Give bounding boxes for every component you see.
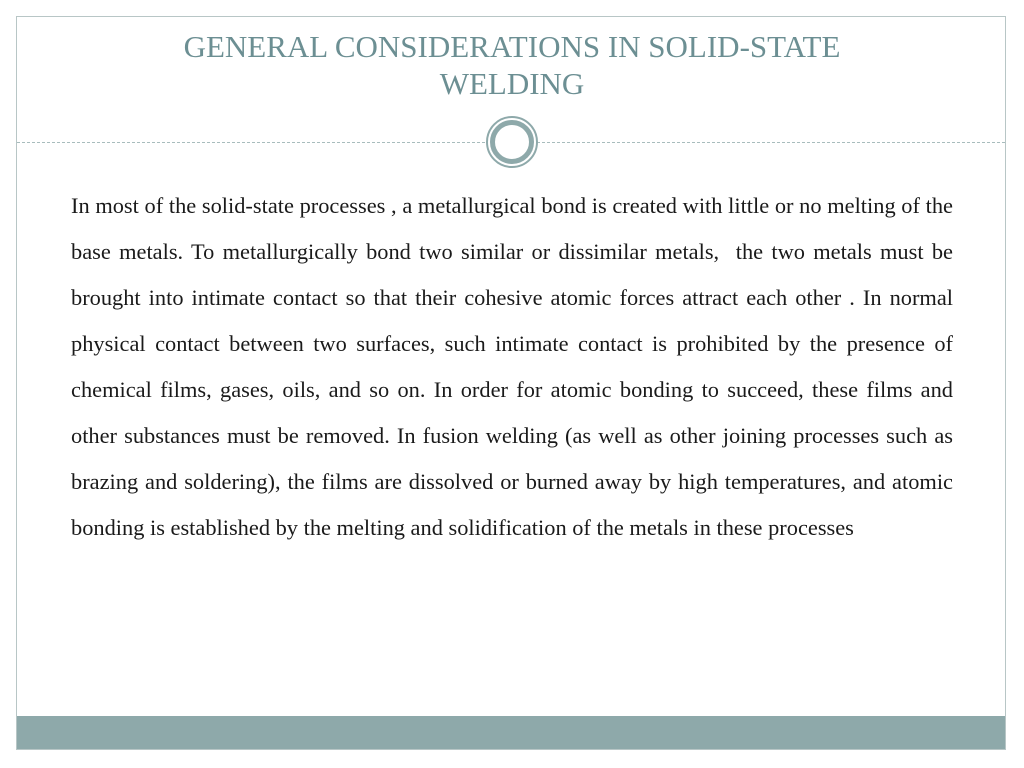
slide-title-line-2: WELDING [439,66,585,101]
slide-title [80,28,944,102]
body-paragraph: In most of the solid-state processes , a metallurgical bond is created with little or no melting of the base metals. To metallurgically bond two similar or dissimilar metals, the two metals must be brought into intimate contact so that their cohesive atomic forces attract each other . In normal physical contact between two surfaces, such intimate contact is prohibited by the presence of chemical films, gases, oils, and so on. In order for atomic bonding to succeed, these films and other substances must be removed. In fusion welding (as well as other joining processes such as brazing and soldering), the films are dissolved or burned away by high temperatures, and atomic bonding is established by the melting and solidification of the metals in these processes [71,193,959,540]
slide-title-line-1: GENERAL CONSIDERATIONS IN SOLID-STATE [183,29,841,64]
footer-bar [17,716,1005,749]
circle-ornament-icon [485,115,539,169]
